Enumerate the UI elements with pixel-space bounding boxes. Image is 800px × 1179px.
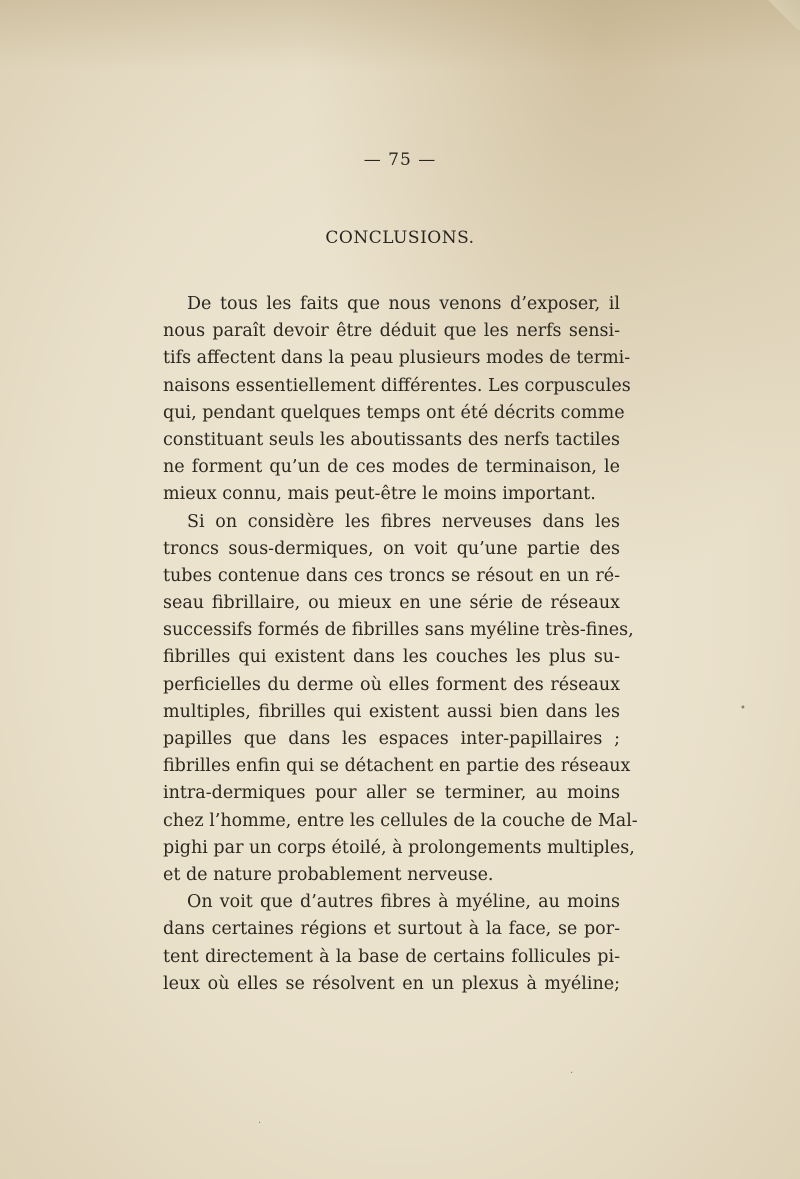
page-top-shadow — [0, 0, 800, 70]
text-line: ne forment qu’un de ces modes de terminaison, le — [163, 457, 620, 478]
text-line: nous paraît devoir être déduit que les nerfs sensi- — [163, 321, 620, 342]
page-corner-fold — [760, 0, 800, 30]
body-text — [163, 291, 638, 998]
ink-speck: · — [258, 1118, 262, 1129]
page-number: — 75 — — [363, 150, 437, 170]
text-line: multiples, fibrilles qui existent aussi bien dans les — [163, 701, 620, 722]
text-line: qui, pendant quelques temps ont été décrits comme — [163, 402, 625, 423]
text-line: seau fibrillaire, ou mieux en une série de réseaux — [163, 593, 620, 614]
text-line: tifs affectent dans la peau plusieurs modes de termi- — [163, 348, 631, 369]
text-line: papilles que dans les espaces inter-papillaires ; — [163, 729, 620, 749]
text-line: Si on considère les fibres nerveuses dans les — [187, 511, 620, 532]
ink-speck: · — [570, 1068, 574, 1079]
text-line: fibrilles enfin qui se détachent en partie des réseaux — [163, 756, 631, 777]
text-line: intra-dermiques pour aller se terminer, au moins — [163, 783, 620, 804]
text-line: dans certaines régions et surtout à la face, se por- — [163, 919, 620, 940]
text-line: troncs sous-dermiques, on voit qu’une partie des — [163, 538, 620, 559]
text-line: pighi par un corps étoilé, à prolongements multiples, — [163, 837, 635, 858]
ink-speck: • — [740, 703, 746, 714]
section-heading: CONCLUSIONS. — [325, 228, 475, 248]
text-line: On voit que d’autres fibres à myéline, au moins — [187, 892, 620, 913]
text-line: leux où elles se résolvent en un plexus à myéline; — [163, 973, 620, 994]
text-line: De tous les faits que nous venons d’exposer, il — [187, 294, 620, 314]
text-line: successifs formés de fibrilles sans myéline très-fines, — [163, 620, 634, 641]
text-line: et de nature probablement nerveuse. — [163, 864, 494, 885]
text-line: chez l’homme, entre les cellules de la couche de Mal- — [163, 810, 638, 831]
text-line: mieux connu, mais peut-être le moins important. — [163, 484, 596, 505]
text-line: tubes contenue dans ces troncs se résout en un ré- — [163, 565, 620, 586]
text-line: perficielles du derme où elles forment des réseaux — [163, 674, 620, 695]
text-line: constituant seuls les aboutissants des nerfs tactiles — [163, 429, 620, 450]
text-line: tent directement à la base de certains follicules pi- — [163, 946, 620, 967]
text-line: naisons essentiellement différentes. Les corpuscules — [163, 375, 631, 396]
text-line: fibrilles qui existent dans les couches les plus su- — [163, 647, 620, 668]
